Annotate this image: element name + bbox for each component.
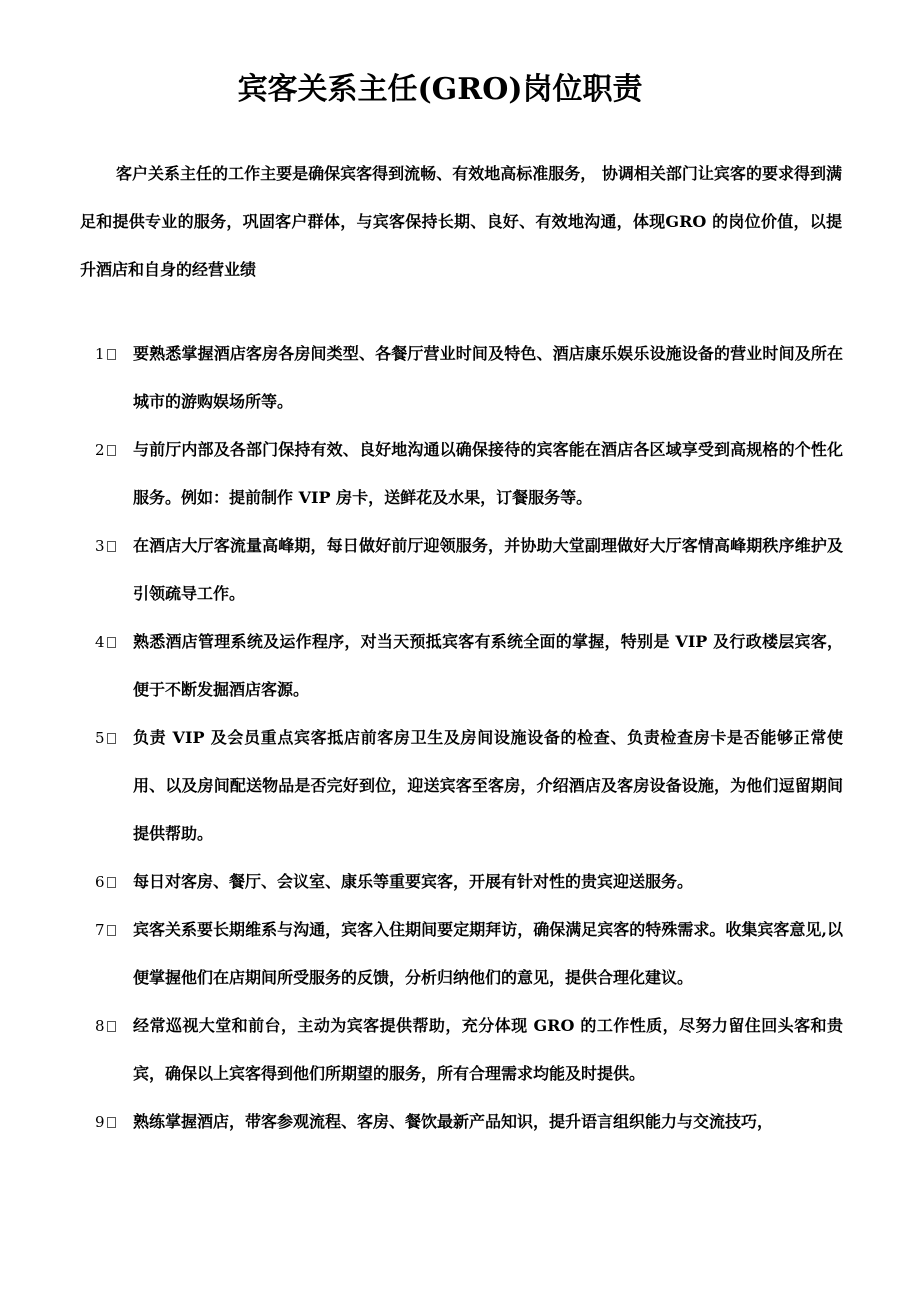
duty-number: 5 [95, 729, 105, 747]
duty-item [95, 330, 843, 426]
bullet-box-icon [107, 1117, 116, 1128]
duty-item [95, 906, 843, 1002]
bullet-box-icon [107, 541, 116, 552]
duty-text: 宾客关系要长期维系与沟通，宾客入住期间要定期拜访，确保满足宾客的特殊需求。收集宾客意见,以便掌握他们在店期间所受服务的反馈，分析归纳他们的意见，提供合理化建议。 [133, 920, 843, 987]
duty-number: 3 [95, 537, 105, 555]
duty-number: 2 [95, 441, 105, 459]
duty-number: 9 [95, 1113, 105, 1131]
duty-text: 每日对客房、餐厅、会议室、康乐等重要宾客，开展有针对性的贵宾迎送服务。 [133, 872, 694, 891]
duty-number: 7 [95, 921, 105, 939]
bullet-box-icon [107, 637, 116, 648]
duty-text: 与前厅内部及各部门保持有效、良好地沟通以确保接待的宾客能在酒店各区域享受到高规格的个性化服务。例如：提前制作 VIP 房卡，送鲜花及水果，订餐服务等。 [133, 440, 843, 507]
duties-list [95, 330, 843, 1146]
bullet-box-icon [107, 1021, 116, 1032]
bullet-box-icon [107, 877, 116, 888]
duty-text: 要熟悉掌握酒店客房各房间类型、各餐厅营业时间及特色、酒店康乐娱乐设施设备的营业时间及所在城市的游购娱场所等。 [133, 344, 843, 411]
bullet-box-icon [107, 349, 116, 360]
duty-number: 8 [95, 1017, 105, 1035]
duty-item [95, 618, 843, 714]
duty-number: 6 [95, 873, 105, 891]
duty-number: 4 [95, 633, 105, 651]
duty-item [95, 714, 843, 858]
bullet-box-icon [107, 733, 116, 744]
duty-item [95, 522, 843, 618]
duty-item [95, 858, 843, 906]
duty-item [95, 1002, 843, 1098]
duty-item [95, 1098, 843, 1146]
document-title: 宾客关系主任(GRO)岗位职责 [237, 72, 643, 107]
duty-text: 熟练掌握酒店，带客参观流程、客房、餐饮最新产品知识，提升语言组织能力与交流技巧， [133, 1112, 774, 1131]
duty-text: 熟悉酒店管理系统及运作程序，对当天预抵宾客有系统全面的掌握，特别是 VIP 及行政楼层宾客，便于不断发掘酒店客源。 [133, 632, 843, 699]
intro-paragraph: 客户关系主任的工作主要是确保宾客得到流畅、有效地高标准服务， 协调相关部门让宾客的要求得到满足和提供专业的服务，巩固客户群体，与宾客保持长期、良好、有效地沟通，体现GRO 的岗位价值，以提升酒店和自身的经营业绩 [80, 164, 842, 279]
bullet-box-icon [107, 445, 116, 456]
duty-text: 经常巡视大堂和前台，主动为宾客提供帮助，充分体现 GRO 的工作性质，尽努力留住回头客和贵宾，确保以上宾客得到他们所期望的服务，所有合理需求均能及时提供。 [133, 1016, 843, 1083]
duty-number: 1 [95, 345, 105, 363]
duty-text: 负责 VIP 及会员重点宾客抵店前客房卫生及房间设施设备的检查、负责检查房卡是否能够正常使用、以及房间配送物品是否完好到位，迎送宾客至客房，介绍酒店及客房设备设施，为他们逗留期间提供帮助。 [133, 728, 843, 843]
bullet-box-icon [107, 925, 116, 936]
duty-text: 在酒店大厅客流量高峰期，每日做好前厅迎领服务，并协助大堂副理做好大厅客情高峰期秩序维护及引领疏导工作。 [133, 536, 843, 603]
duty-item [95, 426, 843, 522]
